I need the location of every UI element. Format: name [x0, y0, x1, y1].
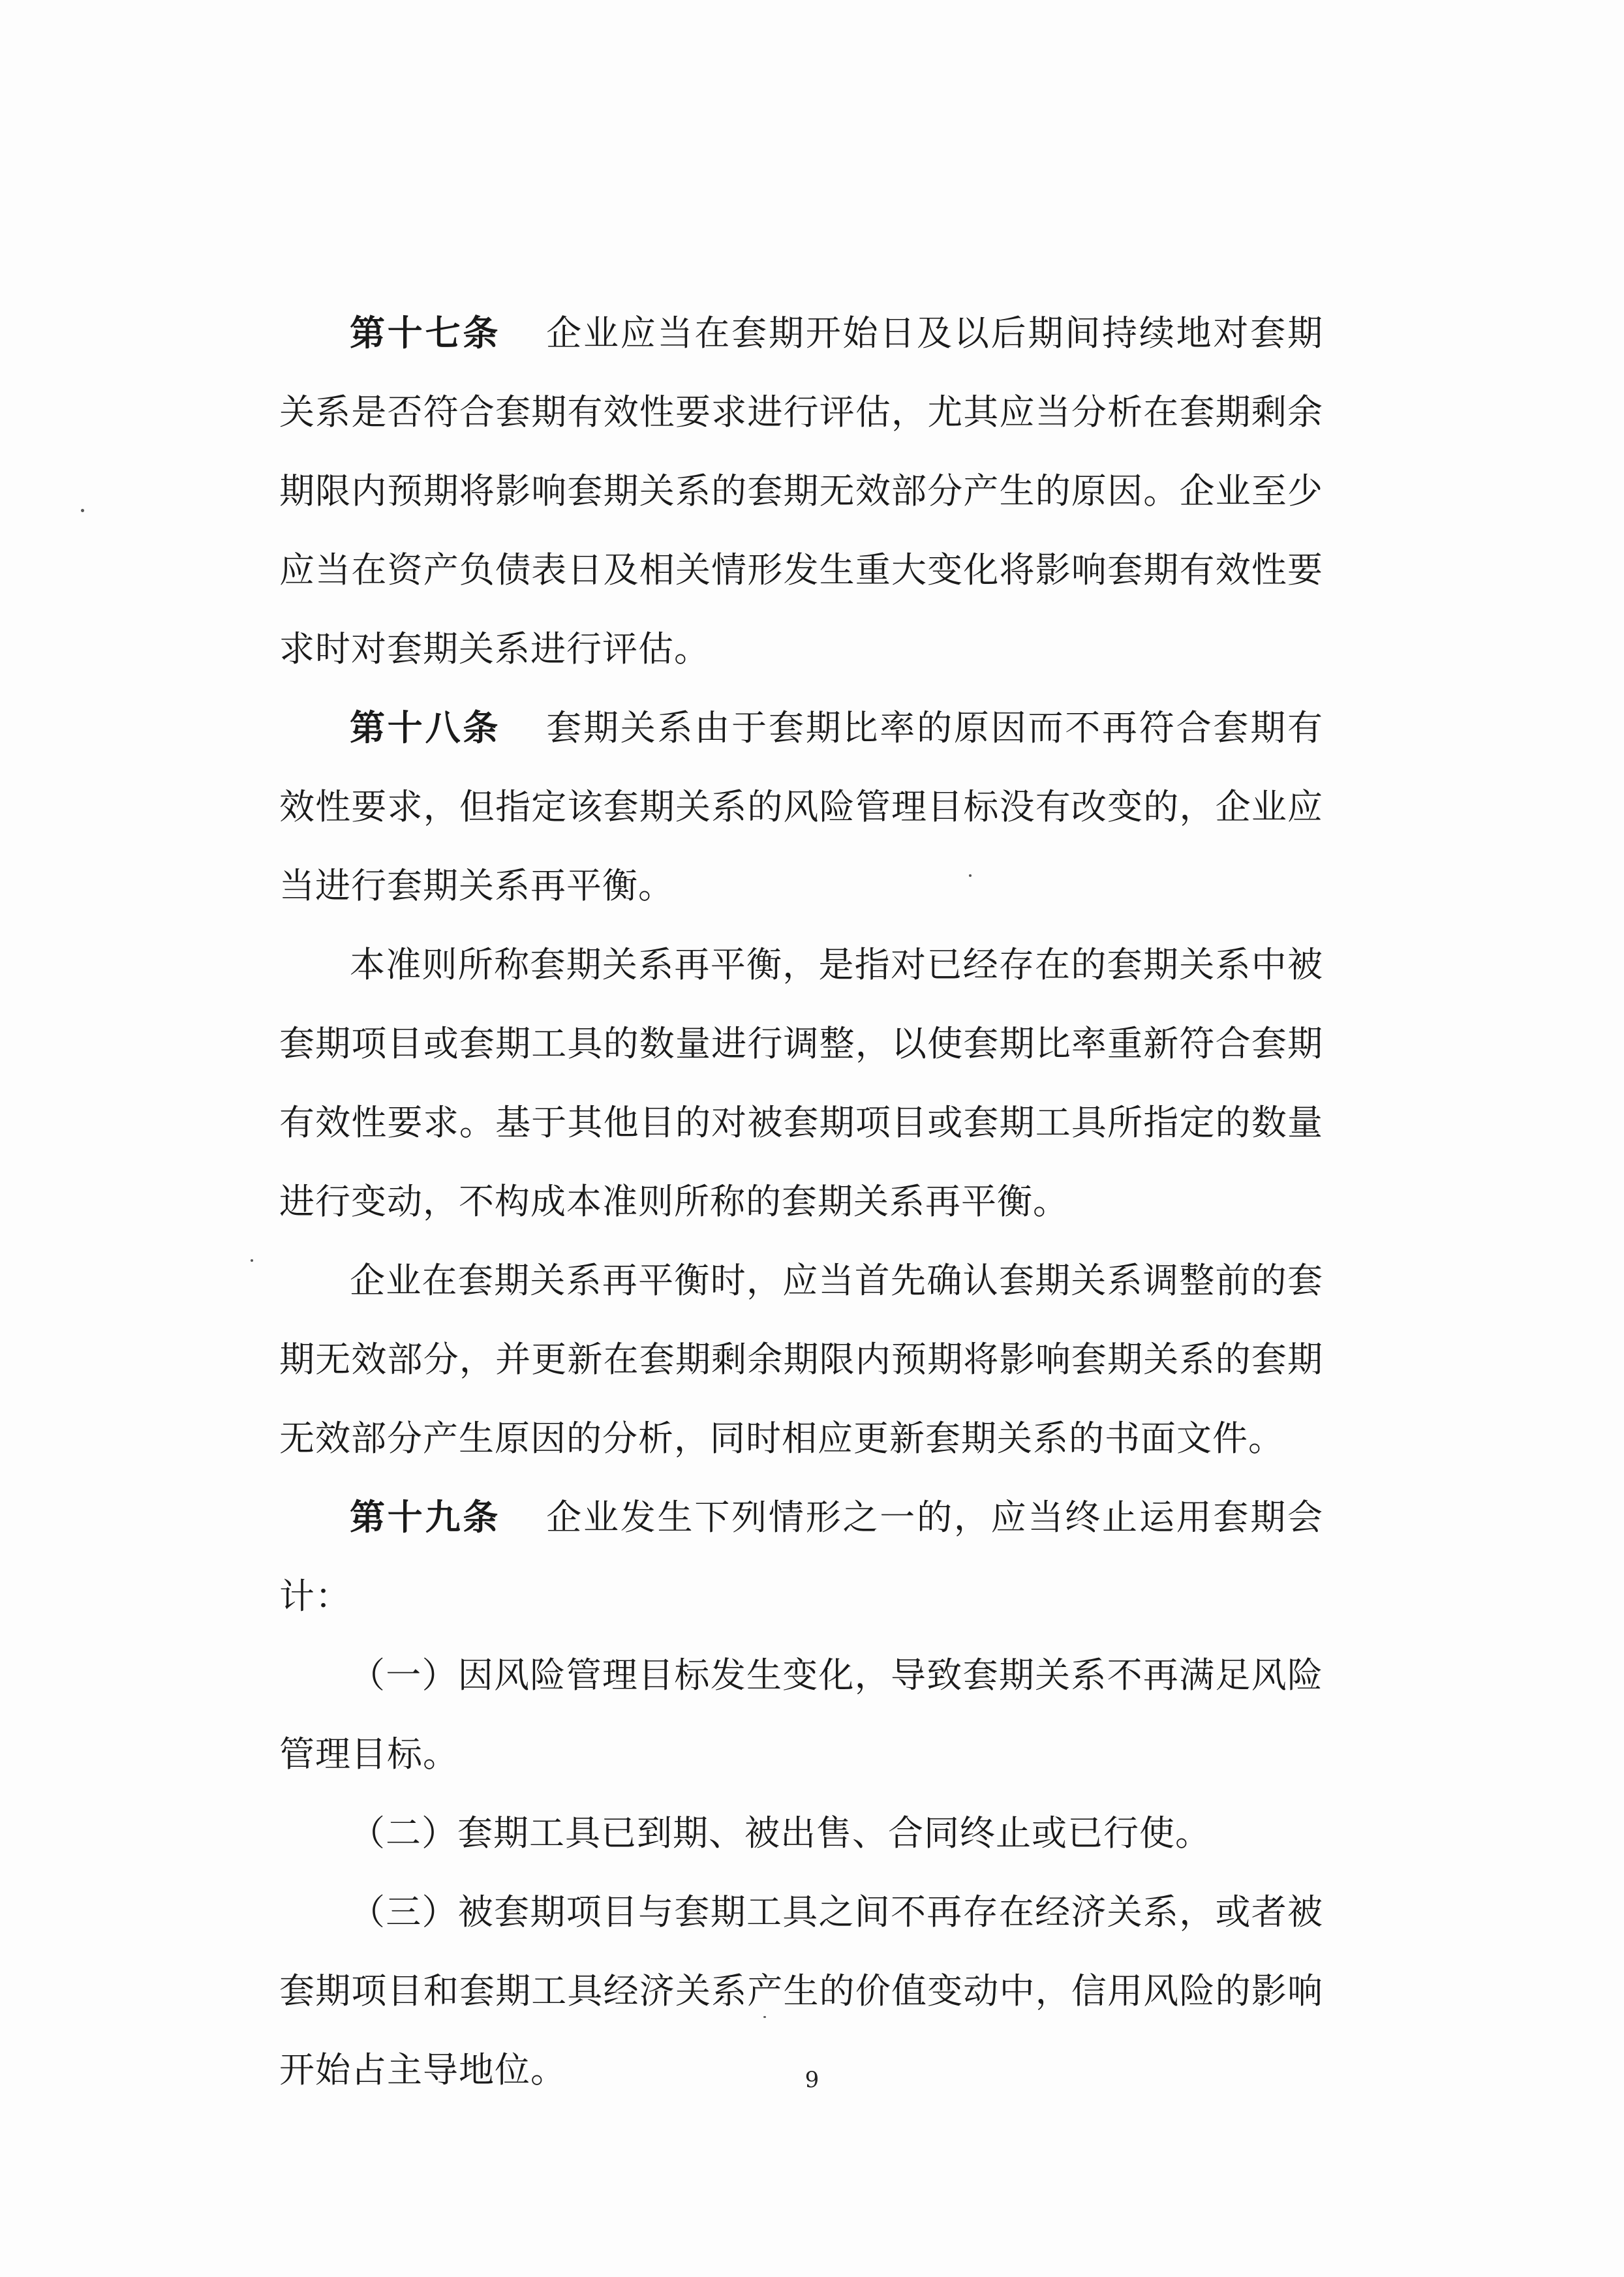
scan-speck [763, 2016, 766, 2018]
article-18-text: 套期关系由于套期比率的原因而不再符合套期有效性要求，但指定该套期关系的风险管理目标没有改变的，企业应当进行套期关系再平衡。 [279, 707, 1324, 906]
rebalancing-procedure-paragraph [279, 1241, 1323, 1478]
rebalancing-definition-text: 本准则所称套期关系再平衡，是指对已经存在的套期关系中被套期项目或套期工具的数量进行调整，以使套期比率重新符合套期有效性要求。基于其他目的对被套期项目或套期工具所指定的数量进行变动，不构成本准则所称的套期关系再平衡。 [279, 944, 1323, 1222]
article-18-paragraph [279, 688, 1323, 925]
list-item-2 [279, 1794, 1323, 1872]
article-19-text: 企业发生下列情形之一的，应当终止运用套期会计： [279, 1497, 1324, 1617]
article-18-heading: 第十八条 [350, 707, 501, 748]
list-item-3-text: （三）被套期项目与套期工具之间不再存在经济关系，或者被套期项目和套期工具经济关系产生的价值变动中，信用风险的影响开始占主导地位。 [279, 1891, 1323, 2090]
article-19-paragraph [279, 1478, 1323, 1636]
list-item-2-text: （二）套期工具已到期、被出售、合同终止或已行使。 [350, 1812, 1211, 1854]
scan-speck [969, 874, 972, 877]
page-number: 9 [804, 2067, 820, 2093]
document-body [279, 294, 1323, 2109]
article-19-heading: 第十九条 [350, 1497, 501, 1538]
scan-speck [81, 509, 84, 512]
article-17-text: 企业应当在套期开始日及以后期间持续地对套期关系是否符合套期有效性要求进行评估，尤其应当分析在套期剩余期限内预期将影响套期关系的套期无效部分产生的原因。企业至少应当在资产负债表日及相关情形发生重大变化将影响套期有效性要求时对套期关系进行评估。 [279, 313, 1324, 669]
scan-speck [251, 1259, 253, 1262]
rebalancing-definition-paragraph [279, 925, 1323, 1241]
article-17-heading: 第十七条 [350, 313, 501, 354]
list-item-1 [279, 1636, 1323, 1794]
rebalancing-procedure-text: 企业在套期关系再平衡时，应当首先确认套期关系调整前的套期无效部分，并更新在套期剩余期限内预期将影响套期关系的套期无效部分产生原因的分析，同时相应更新套期关系的书面文件。 [279, 1260, 1323, 1459]
article-17-paragraph [279, 294, 1323, 688]
list-item-1-text: （一）因风险管理目标发生变化，导致套期关系不再满足风险管理目标。 [279, 1655, 1323, 1775]
